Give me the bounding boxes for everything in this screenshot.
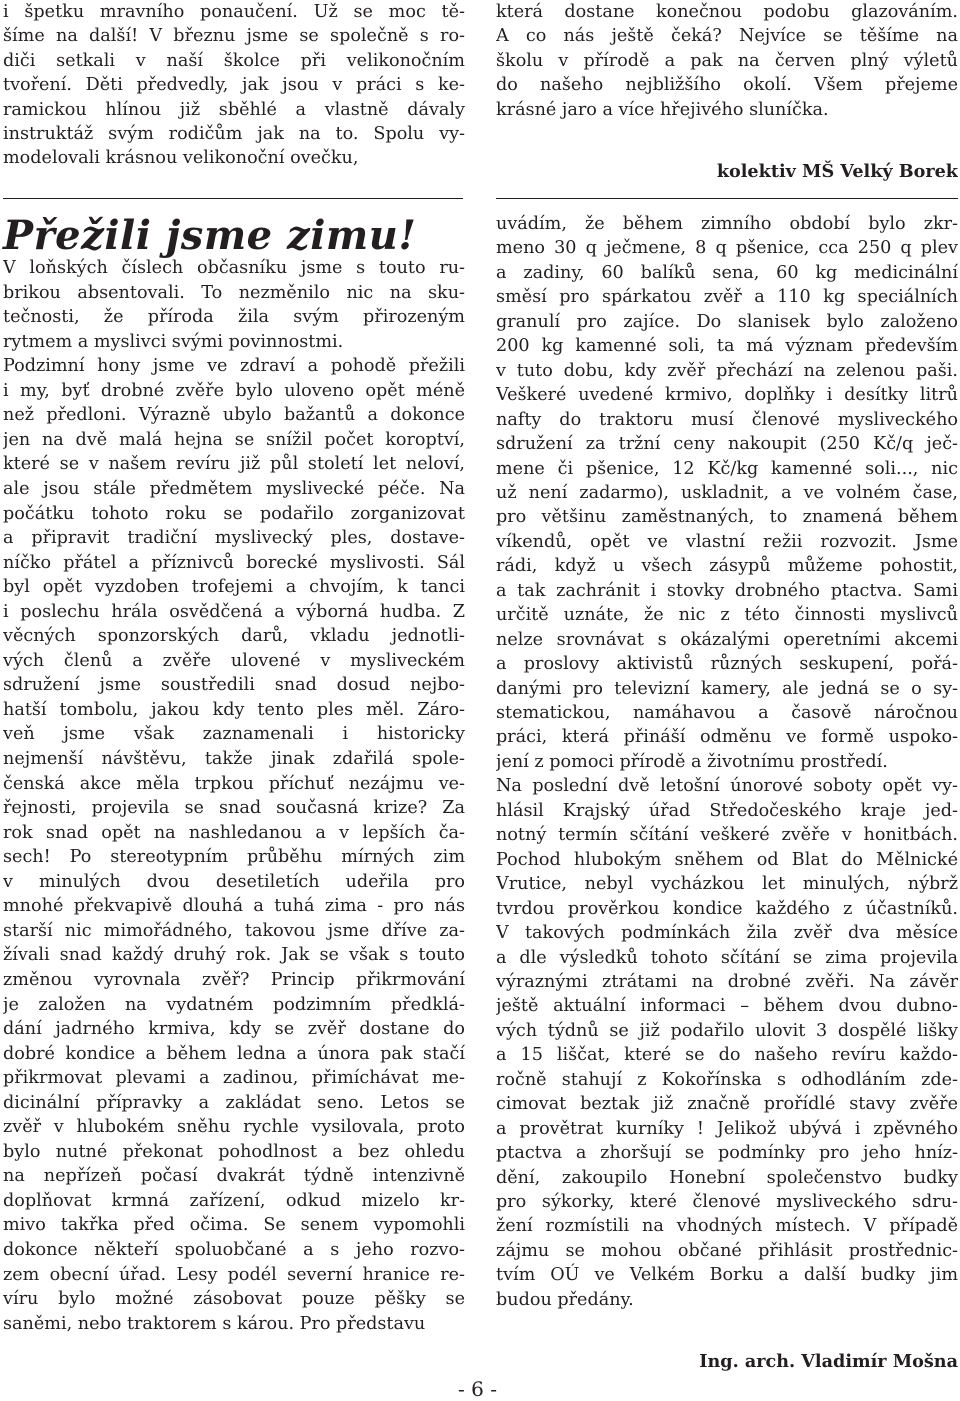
text-line: brikou absentovali. To nezměnilo nic na sku- [3,282,465,303]
text-line: rádi, když u všech zásypů můžeme pohostit, [496,556,958,577]
text-line: saněmi, nebo traktorem s károu. Pro představu [3,1313,426,1334]
text-line: víru bylo možné zásobovat pouze pěšky se [3,1289,465,1310]
page-number: - 6 - [458,1377,497,1401]
text-line: tečnosti, že příroda žila svým přirozeným [3,307,465,328]
text-line: notný termín sčítání veškeré zvěře v honitbách. [496,825,958,846]
text-line: řejnosti, projevila se snad současná krize? Za [3,798,465,819]
text-line: dicinální přípravky a zakládat seno. Letos se [3,1092,465,1113]
text-line: pro většinu zaměstnaných, to znamená během [496,507,958,528]
text-line: žení rozmístili na vhodných místech. V případě [496,1216,958,1237]
text-line: veň jsme však zaznamenali i historicky [3,724,465,745]
text-line: ale jsou stále předmětem myslivecké péče. Na [3,478,465,499]
text-line: na nepřízeň počasí dvakrát týdně intenzivně [3,1166,465,1187]
text-line: počátku tohoto roku se podařilo zorganizovat [3,503,465,524]
text-line: sdružení za tržní ceny nakoupit (250 Kč/q ječ- [496,434,958,455]
text-line: tvrdou prověrkou kondice každého z účastníků. [496,898,958,919]
text-line: budou předány. [496,1289,634,1310]
text-line: sdružení jsme soustředili snad dosud nejbo- [3,675,465,696]
text-line: dání jadrného krmiva, kdy se zvěř dostane do [3,1019,465,1040]
text-line: Pochod hlubokým sněhem od Blat do Mělnické [496,849,958,870]
text-line: dění, zakoupilo Honební společenstvo budky [496,1167,958,1188]
text-line: mene či pšenice, 12 Kč/kg kamenné soli..., nic [496,458,958,479]
text-line: i my, byť drobné zvěře bylo uloveno opět méně [3,380,465,401]
text-line: žívali snad každý druhý rok. Jak se však s touto [3,945,465,966]
text-line: v minulých dvou desetiletích udeřila pro [3,871,465,892]
text-line: vých týdnů se již podařilo ulovit 3 dospělé lišky [496,1020,958,1041]
text-line: Na poslední dvě letošní únorové soboty opět vy- [496,776,958,797]
text-line: ročně stahují z Kokořínska s odhodláním zde- [496,1069,958,1090]
kindergarten-signature: kolektiv MŠ Velký Borek [716,161,958,182]
text-line: doplňovat krmná zařízení, odkud mizelo kr- [3,1190,465,1211]
text-line: šíme na další! V březnu jsme se společně s ro- [3,26,465,47]
text-line: a tak zachránit i stovky drobného ptactva. Sami [496,580,958,601]
text-line: sech! Po stereotypním průběhu mírných zim [3,847,465,868]
text-line: přikrmovat plevami a zadinou, přimíchávat me- [3,1068,465,1089]
text-line: stematickou, namáhavou a časově náročnou [496,703,958,723]
text-line: které se v našem revíru již půl století let neloví, [3,454,465,475]
text-line: ještě aktuální informaci – během dvou dubno- [496,996,958,1017]
text-line: A co nás ještě čeká? Nejvíce se těšíme na [496,26,958,47]
text-line: níčko přátel a příznivců borecké myslivosti. Sál [3,552,465,573]
text-line: a proslovy aktivistů různých seskupení, pořá- [496,654,958,675]
text-line: směsí pro spárkatou zvěř a 110 kg speciálních [496,287,958,308]
text-line: školu v přírodě a pak na červen plný výletů [496,50,958,71]
text-line: pro sýkorky, které členové mysliveckého sdru- [496,1192,958,1212]
text-line: modelovali krásnou velikonoční ovečku, [3,148,359,169]
text-line: diči setkali v naší školce při velikonočním [3,50,465,71]
text-line: do našeho nejbližšího okolí. Všem přejeme [496,75,958,96]
text-line: už není zadarmo), uskladnit, a ve volném čase, [496,482,958,503]
section-divider-right [496,198,958,199]
text-line: určitě uznáte, že nic z této činnosti myslivců [496,605,958,626]
text-line: v tuto dobu, kdy zvěř přechází na zelenou paši. [496,360,958,381]
text-line: změnou vyrovnala zvěř? Princip přikrmování [3,969,465,990]
text-line: a 15 liščat, které se do našeho revíru každo- [496,1045,958,1066]
text-line: hlásil Krajský úřad Středočeského kraje jed- [496,800,958,821]
text-line: zájmu se mohou občané přihlásit prostřednic- [496,1240,958,1261]
text-line: než předloni. Výrazně ubylo bažantů a dokonce [3,405,465,426]
text-line: granulí pro zajíce. Do slanisek bylo založeno [496,311,958,332]
text-line: krásné jaro a více hřejivého sluníčka. [496,99,829,120]
text-line: je založen na vydatném podzimním předklá- [3,994,465,1015]
text-line: práci, která přináší odměnu ve formě uspoko- [496,727,958,748]
text-line: jení z pomoci přírodě a životnímu prostředí. [496,751,888,772]
text-line: starší nic mimořádného, takovou jsme dříve za- [3,920,465,941]
text-line: hatší tombolu, jakou kdy tento ples měl. Záro- [3,699,465,720]
text-line: mnohé překvapivě dlouhá a tuhá zima - pro nás [3,896,465,917]
text-line: která dostane konečnou podobu glazováním. [496,2,958,22]
text-line: instruktáž svým rodičům jak na to. Spolu vy- [3,124,465,144]
text-line: tvím OÚ ve Velkém Borku a další budky jim [496,1265,958,1286]
text-line: bylo nutné překonat pohodlnost a bez ohledu [3,1141,465,1162]
text-line: tvoření. Děti předvedly, jak jsou v práci s ke- [3,75,465,96]
text-line: Podzimní hony jsme ve zdraví a pohodě přežili [3,356,465,377]
text-line: 200 kg kamenné soli, ta má význam především [496,336,958,357]
text-line: zem obecní úřad. Lesy podél severní hranice re- [3,1264,465,1285]
text-line: Veškeré uvedené krmivo, doplňky i desítky litrů [496,385,958,406]
text-line: danými pro televizní kamery, ale jedná se o sy- [496,678,958,699]
text-line: uvádím, že během zimního období bylo zkr- [496,214,958,234]
text-line: mivo takřka před očima. Se senem vypomohli [3,1215,465,1236]
text-line: rok snad opět na nashledanou a v lepších ča- [3,822,465,843]
section-divider-left [3,198,463,199]
text-line: dobré kondice a během ledna a února pak stačí [3,1043,465,1064]
text-line: V takových podmínkách žila zvěř dva měsíce [496,923,958,944]
text-line: Vrutice, nebyl vycházkou let minulých, nýbrž [496,874,958,895]
text-line: vých členů a zvěře ulovené v mysliveckém [3,650,465,671]
text-line: věcných sponzorských darů, vkladu jednotli- [3,626,465,647]
text-line: nafty do traktoru musí členové mysliveckého [496,409,958,430]
text-line: i poslechu hrála osvědčená a výborná hudba. Z [3,601,465,622]
text-line: dokonce někteří spoluobčané a s jeho rozvo- [3,1240,465,1260]
text-line: a dle výsledků tohoto sčítání se zima projevila [496,947,958,968]
article-title: Přežili jsme zimu! [3,212,417,259]
text-line: a zadiny, 60 balíků sena, 60 kg medicinální [496,262,958,283]
article-signature: Ing. arch. Vladimír Mošna [699,1351,958,1372]
text-line: výraznými ztrátami na drobné zvěři. Na závěr [496,971,958,992]
text-line: ptactva a zhoršují se podmínky pro jeho hníz- [496,1143,958,1164]
text-line: meno 30 q ječmene, 8 q pšenice, cca 250 q plev [496,238,958,259]
text-line: ramickou hlínou již sběhlé a vlastně dávaly [3,99,465,120]
text-line: i špetku mravního ponaučení. Už se moc tě- [3,2,465,22]
text-line: rytmem a myslivci svými povinnostmi. [3,331,344,352]
text-line: byl opět vyzdoben trofejemi a chvojím, k tanci [3,577,465,598]
text-line: a připravit tradiční myslivecký ples, dostave- [3,528,465,549]
text-line: nelze srovnávat s okázalými operetními akcemi [496,629,958,650]
text-line: nejmenší návštěvu, takže jinak zdařilá spole- [3,749,465,769]
text-line: čenská akce měla trpkou příchuť nezájmu ve- [3,773,465,794]
text-line: a provětrat kurníky ! Jelikož ubývá i zpěvného [496,1118,958,1139]
text-line: víkendů, opět ve vlastní režii rozvozit. Jsme [496,531,958,552]
text-line: zvěř v hlubokém sněhu rychle vysilovala, proto [3,1117,465,1138]
text-line: cimovat beztak již značně prořídlé stavy zvěře [496,1094,958,1115]
text-line: jen na dvě malá hejna se snížil počet koroptví, [3,429,465,450]
text-line: V loňských číslech občasníku jsme s touto ru- [3,258,465,278]
